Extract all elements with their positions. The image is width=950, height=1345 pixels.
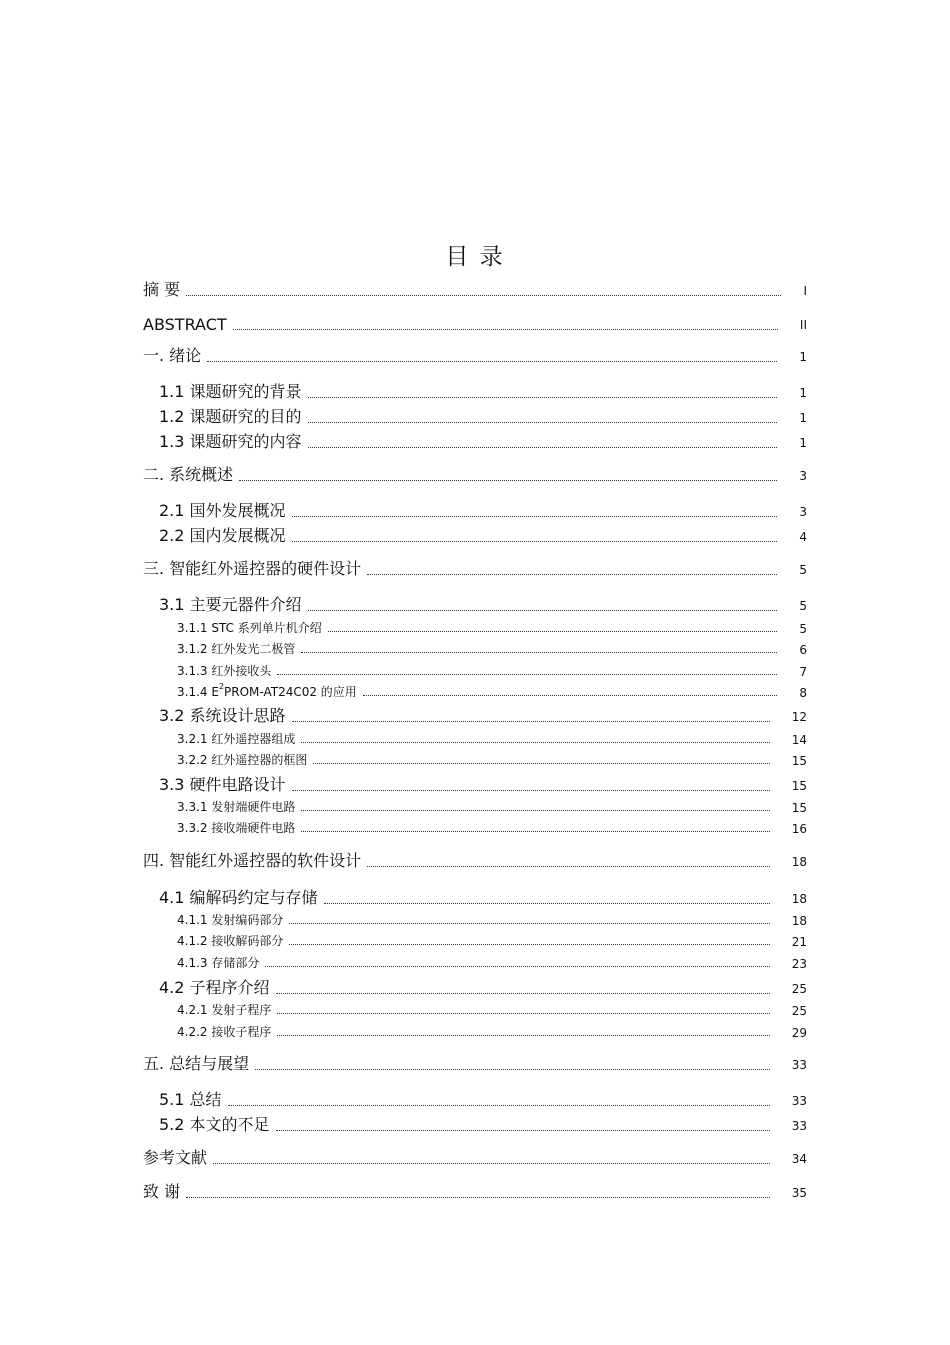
toc-entry-references[interactable] — [143, 1146, 807, 1168]
toc-entry-4-2[interactable] — [159, 976, 807, 998]
dot-leader — [228, 1105, 770, 1106]
toc-entry-3-1-4[interactable] — [177, 683, 807, 700]
dot-leader — [292, 721, 770, 722]
toc-page-number: 3 — [799, 469, 807, 483]
superscript: 2 — [218, 682, 225, 691]
dot-leader — [308, 447, 778, 448]
toc-page-number: 18 — [791, 914, 807, 928]
toc-page-number: 15 — [791, 779, 807, 793]
dot-leader — [328, 631, 778, 632]
toc-page-number: 23 — [791, 957, 807, 971]
toc-page-number: 21 — [791, 935, 807, 949]
toc-label: 5.2 本文的不足 — [159, 1115, 270, 1134]
toc-page-number: 1 — [799, 436, 807, 450]
toc-label: 4.2.1 发射子程序 — [177, 1003, 272, 1017]
dot-leader — [301, 652, 777, 653]
toc-entry-4-1-3[interactable] — [177, 954, 807, 971]
toc-entry-abstract-cn[interactable] — [143, 278, 807, 300]
toc-page-number: 4 — [799, 530, 807, 544]
toc-label: 3.3.2 接收端硬件电路 — [177, 821, 296, 835]
toc-page-number: 5 — [799, 599, 807, 613]
dot-leader — [301, 831, 769, 832]
toc-page-number: 15 — [791, 801, 807, 815]
toc-page-number: 7 — [799, 665, 807, 679]
toc-page-number: 16 — [791, 822, 807, 836]
toc-page-number: 34 — [791, 1152, 807, 1166]
toc-label: 5.1 总结 — [159, 1090, 222, 1109]
dot-leader — [313, 763, 769, 764]
toc-label: 四. 智能红外遥控器的软件设计 — [143, 851, 362, 870]
toc-page-number: 14 — [791, 733, 807, 747]
dot-leader — [207, 361, 777, 362]
toc-label: 3.3 硬件电路设计 — [159, 775, 286, 794]
toc-entry-4-2-1[interactable] — [177, 1001, 807, 1018]
dot-leader — [277, 674, 777, 675]
toc-label: 3.2.1 红外遥控器组成 — [177, 732, 296, 746]
toc-page-number: 33 — [791, 1058, 807, 1072]
toc-page-number: 1 — [799, 350, 807, 364]
dot-leader — [213, 1163, 770, 1164]
dot-leader — [367, 866, 770, 867]
dot-leader — [265, 966, 769, 967]
toc-entry-3-1-3[interactable] — [177, 662, 807, 679]
dot-leader — [289, 923, 769, 924]
toc-entry-3-3-1[interactable] — [177, 798, 807, 815]
toc-label: ABSTRACT — [143, 315, 227, 334]
toc-entry-3-3-2[interactable] — [177, 819, 807, 836]
toc-entry-acknowledgements[interactable] — [143, 1180, 807, 1202]
dot-leader — [301, 810, 769, 811]
toc-label: 3.1 主要元器件介绍 — [159, 595, 302, 614]
dot-leader — [277, 1035, 769, 1036]
dot-leader — [301, 742, 769, 743]
toc-page-number: 18 — [791, 855, 807, 869]
toc-label: 五. 总结与展望 — [143, 1054, 250, 1073]
toc-label: 一. 绪论 — [143, 346, 202, 365]
dot-leader — [367, 574, 777, 575]
toc-page-number: 35 — [791, 1186, 807, 1200]
toc-entry-3-3[interactable] — [159, 773, 807, 795]
dot-leader — [276, 1130, 770, 1131]
toc-entry-chapter-3[interactable] — [143, 557, 807, 579]
toc-entry-4-1-2[interactable] — [177, 932, 807, 949]
toc-entry-3-1[interactable] — [159, 593, 807, 615]
toc-label: 4.1.1 发射编码部分 — [177, 913, 284, 927]
toc-page-number: 5 — [799, 622, 807, 636]
toc-page-number: 3 — [799, 505, 807, 519]
dot-leader — [292, 790, 770, 791]
toc-label: 三. 智能红外遥控器的硬件设计 — [143, 559, 362, 578]
toc-label: 2.2 国内发展概况 — [159, 526, 286, 545]
toc-page-number: 8 — [799, 686, 807, 700]
dot-leader — [324, 903, 770, 904]
toc-page-number: 15 — [791, 754, 807, 768]
toc-label-part: PROM-AT24C02 的应用 — [224, 685, 357, 699]
toc-entry-chapter-4[interactable] — [143, 849, 807, 871]
toc-label: 3.2 系统设计思路 — [159, 706, 286, 725]
toc-label: 参考文献 — [143, 1148, 208, 1167]
toc-entry-abstract-en[interactable] — [143, 312, 807, 334]
toc-label: 1.3 课题研究的内容 — [159, 432, 302, 451]
toc-page-number: 18 — [791, 892, 807, 906]
toc-page-number: 1 — [799, 386, 807, 400]
toc-page-number: 6 — [799, 643, 807, 657]
toc-entry-4-2-2[interactable] — [177, 1023, 807, 1040]
toc-entry-3-1-2[interactable] — [177, 640, 807, 657]
toc-entry-chapter-1[interactable] — [143, 344, 807, 366]
toc-entry-2-1[interactable] — [159, 499, 807, 521]
toc-entry-3-2-1[interactable] — [177, 730, 807, 747]
toc-page-number: I — [803, 284, 807, 298]
toc-label: 1.1 课题研究的背景 — [159, 382, 302, 401]
toc-label: 1.2 课题研究的目的 — [159, 407, 302, 426]
toc-entry-3-2[interactable] — [159, 704, 807, 726]
toc-entry-4-1-1[interactable] — [177, 911, 807, 928]
dot-leader — [276, 993, 770, 994]
toc-page-number: 25 — [791, 1004, 807, 1018]
toc-title: 目 录 — [445, 244, 505, 270]
toc-page-number: 29 — [791, 1026, 807, 1040]
toc-entry-chapter-2[interactable] — [143, 463, 807, 485]
toc-page-number: 1 — [799, 411, 807, 425]
dot-leader — [308, 422, 778, 423]
dot-leader — [292, 541, 778, 542]
toc-label: 4.1.3 存储部分 — [177, 956, 260, 970]
toc-label-part: 3.1.4 E — [177, 685, 219, 699]
dot-leader — [186, 1197, 770, 1198]
toc-label: 3.1.1 STC 系列单片机介绍 — [177, 621, 322, 635]
toc-page-number: 33 — [791, 1094, 807, 1108]
toc-label: 4.2 子程序介绍 — [159, 978, 270, 997]
toc-label: 二. 系统概述 — [143, 465, 234, 484]
toc-label: 致 谢 — [143, 1182, 181, 1201]
dot-leader — [255, 1069, 770, 1070]
toc-label: 3.1.2 红外发光二极管 — [177, 642, 296, 656]
dot-leader — [308, 397, 778, 398]
toc-label: 3.1.3 红外接收头 — [177, 664, 272, 678]
toc-page-number: 12 — [791, 710, 807, 724]
toc-entry-3-2-2[interactable] — [177, 751, 807, 768]
toc-label: 摘 要 — [143, 280, 181, 299]
toc-entry-1-1[interactable] — [159, 380, 807, 402]
toc-label: 4.1.2 接收解码部分 — [177, 934, 284, 948]
dot-leader — [363, 695, 778, 696]
toc-label: 3.2.2 红外遥控器的框图 — [177, 753, 308, 767]
toc-entry-5-2[interactable] — [159, 1113, 807, 1135]
toc-entry-1-2[interactable] — [159, 405, 807, 427]
toc-entry-chapter-5[interactable] — [143, 1052, 807, 1074]
toc-page-number: 25 — [791, 982, 807, 996]
toc-label: 4.1 编解码约定与存储 — [159, 888, 318, 907]
toc-page-number: 5 — [799, 563, 807, 577]
toc-entry-4-1[interactable] — [159, 886, 807, 908]
toc-label — [177, 682, 357, 700]
toc-label: 3.3.1 发射端硬件电路 — [177, 800, 296, 814]
toc-entry-2-2[interactable] — [159, 524, 807, 546]
dot-leader — [239, 480, 777, 481]
toc-entry-3-1-1[interactable] — [177, 619, 807, 636]
dot-leader — [186, 295, 781, 296]
dot-leader — [289, 944, 769, 945]
toc-label: 4.2.2 接收子程序 — [177, 1025, 272, 1039]
dot-leader — [292, 516, 778, 517]
toc-entry-1-3[interactable] — [159, 430, 807, 452]
toc-label: 2.1 国外发展概况 — [159, 501, 286, 520]
dot-leader — [308, 610, 778, 611]
toc-page-number: II — [799, 318, 807, 332]
toc-page-number: 33 — [791, 1119, 807, 1133]
toc-entry-5-1[interactable] — [159, 1088, 807, 1110]
dot-leader — [277, 1013, 769, 1014]
dot-leader — [233, 329, 778, 330]
